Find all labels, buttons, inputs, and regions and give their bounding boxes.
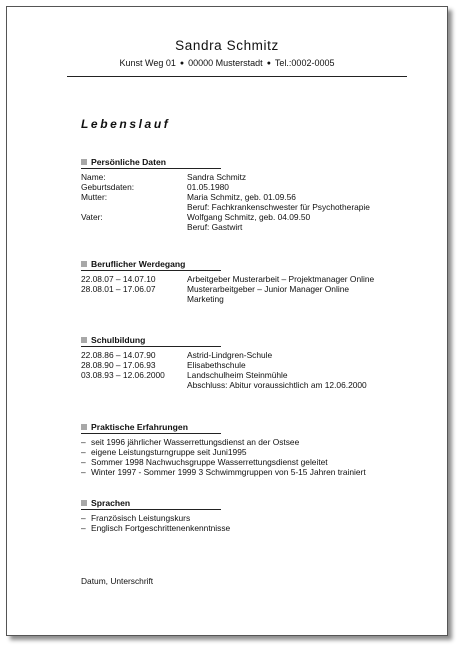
square-bullet-icon: [81, 261, 87, 267]
row-label: Vater:: [81, 212, 103, 222]
list-item-text: Französisch Leistungskurs: [91, 513, 191, 523]
row-date: 22.08.07 – 14.07.10: [81, 274, 156, 284]
square-bullet-icon: [81, 500, 87, 506]
list-item: [81, 437, 411, 447]
list-item: [81, 513, 411, 523]
row-value: Beruf: Gastwirt: [187, 222, 243, 232]
row-value: Marketing: [187, 294, 224, 304]
list-item: [81, 467, 411, 477]
row-value: Astrid-Lindgren-Schule: [187, 350, 273, 360]
section-title: Praktische Erfahrungen: [91, 422, 188, 432]
data-row: [81, 192, 411, 202]
dash-bullet-icon: –: [81, 467, 86, 477]
list-item-text: seit 1996 jährlicher Wasserrettungsdienst an der Ostsee: [91, 437, 300, 447]
row-value: Elisabethschule: [187, 360, 246, 370]
square-bullet-icon: [81, 424, 87, 430]
dash-bullet-icon: –: [81, 437, 86, 447]
section-heading: [81, 157, 411, 170]
row-value: Beruf: Fachkrankenschwester für Psychotherapie: [187, 202, 370, 212]
section-title: Schulbildung: [91, 335, 146, 345]
row-label: Geburtsdaten:: [81, 182, 135, 192]
header-divider: [67, 76, 407, 77]
square-bullet-icon: [81, 159, 87, 165]
data-row: [81, 284, 411, 294]
list-item: [81, 457, 411, 467]
page-title: Lebenslauf: [81, 117, 171, 131]
row-value: Maria Schmitz, geb. 01.09.56: [187, 192, 296, 202]
row-value: Arbeitgeber Musterarbeit – Projektmanager Online: [187, 274, 375, 284]
section-career: [81, 259, 411, 304]
row-value: Wolfgang Schmitz, geb. 04.09.50: [187, 212, 311, 222]
data-row: [81, 350, 411, 360]
data-row: [81, 172, 411, 182]
section-title: Persönliche Daten: [91, 157, 166, 167]
row-value: Abschluss: Abitur voraussichtlich am 12.06.2000: [187, 380, 367, 390]
data-row: [81, 182, 411, 192]
list-item: [81, 447, 411, 457]
section-heading: [81, 335, 411, 348]
section-title: Beruflicher Werdegang: [91, 259, 186, 269]
data-row: [81, 202, 411, 212]
header-phone: Tel.:0002-0005: [274, 58, 335, 68]
row-date: 28.08.90 – 17.06.93: [81, 360, 156, 370]
row-value: Landschulheim Steinmühle: [187, 370, 288, 380]
section-underline: [81, 270, 221, 271]
header-street: Kunst Weg 01: [119, 58, 176, 68]
section-title: Sprachen: [91, 498, 131, 508]
data-row: [81, 274, 411, 284]
data-row: [81, 370, 411, 380]
row-value: 01.05.1980: [187, 182, 229, 192]
bullet-separator-icon: ●: [179, 60, 185, 67]
header-name: Sandra Schmitz: [175, 38, 279, 53]
list-item-text: Sommer 1998 Nachwuchsgruppe Wasserrettungsdienst geleitet: [91, 457, 328, 467]
section-experience: [81, 422, 411, 477]
row-value: Musterarbeitgeber – Junior Manager Online: [187, 284, 350, 294]
section-underline: [81, 168, 221, 169]
list-item-text: eigene Leistungsturngruppe seit Juni1995: [91, 447, 247, 457]
data-row: [81, 360, 411, 370]
signature-line: Datum, Unterschrift: [81, 576, 154, 586]
data-row: [81, 212, 411, 222]
section-heading: [81, 498, 411, 511]
dash-bullet-icon: –: [81, 513, 86, 523]
section-underline: [81, 509, 221, 510]
square-bullet-icon: [81, 337, 87, 343]
data-row: [81, 294, 411, 304]
list-item-text: Englisch Fortgeschrittenenkenntnisse: [91, 523, 231, 533]
list-item-text: Winter 1997 - Sommer 1999 3 Schwimmgruppen von 5-15 Jahren trainiert: [91, 467, 366, 477]
row-label: Mutter:: [81, 192, 108, 202]
section-education: [81, 335, 411, 390]
dash-bullet-icon: –: [81, 523, 86, 533]
dash-bullet-icon: –: [81, 447, 86, 457]
section-personal: [81, 157, 411, 232]
data-row: [81, 380, 411, 390]
row-date: 28.08.01 – 17.06.07: [81, 284, 156, 294]
row-label: Name:: [81, 172, 106, 182]
header-contact: [67, 58, 387, 68]
section-languages: [81, 498, 411, 533]
row-date: 22.08.86 – 14.07.90: [81, 350, 156, 360]
data-row: [81, 222, 411, 232]
bullet-separator-icon: ●: [266, 60, 271, 67]
section-underline: [81, 346, 221, 347]
dash-bullet-icon: –: [81, 457, 86, 467]
header-city: 00000 Musterstadt: [188, 58, 263, 68]
section-heading: [81, 422, 411, 435]
section-underline: [81, 433, 221, 434]
row-date: 03.08.93 – 12.06.2000: [81, 370, 165, 380]
row-value: Sandra Schmitz: [187, 172, 247, 182]
section-heading: [81, 259, 411, 272]
cv-page: [6, 6, 448, 636]
list-item: [81, 523, 411, 533]
